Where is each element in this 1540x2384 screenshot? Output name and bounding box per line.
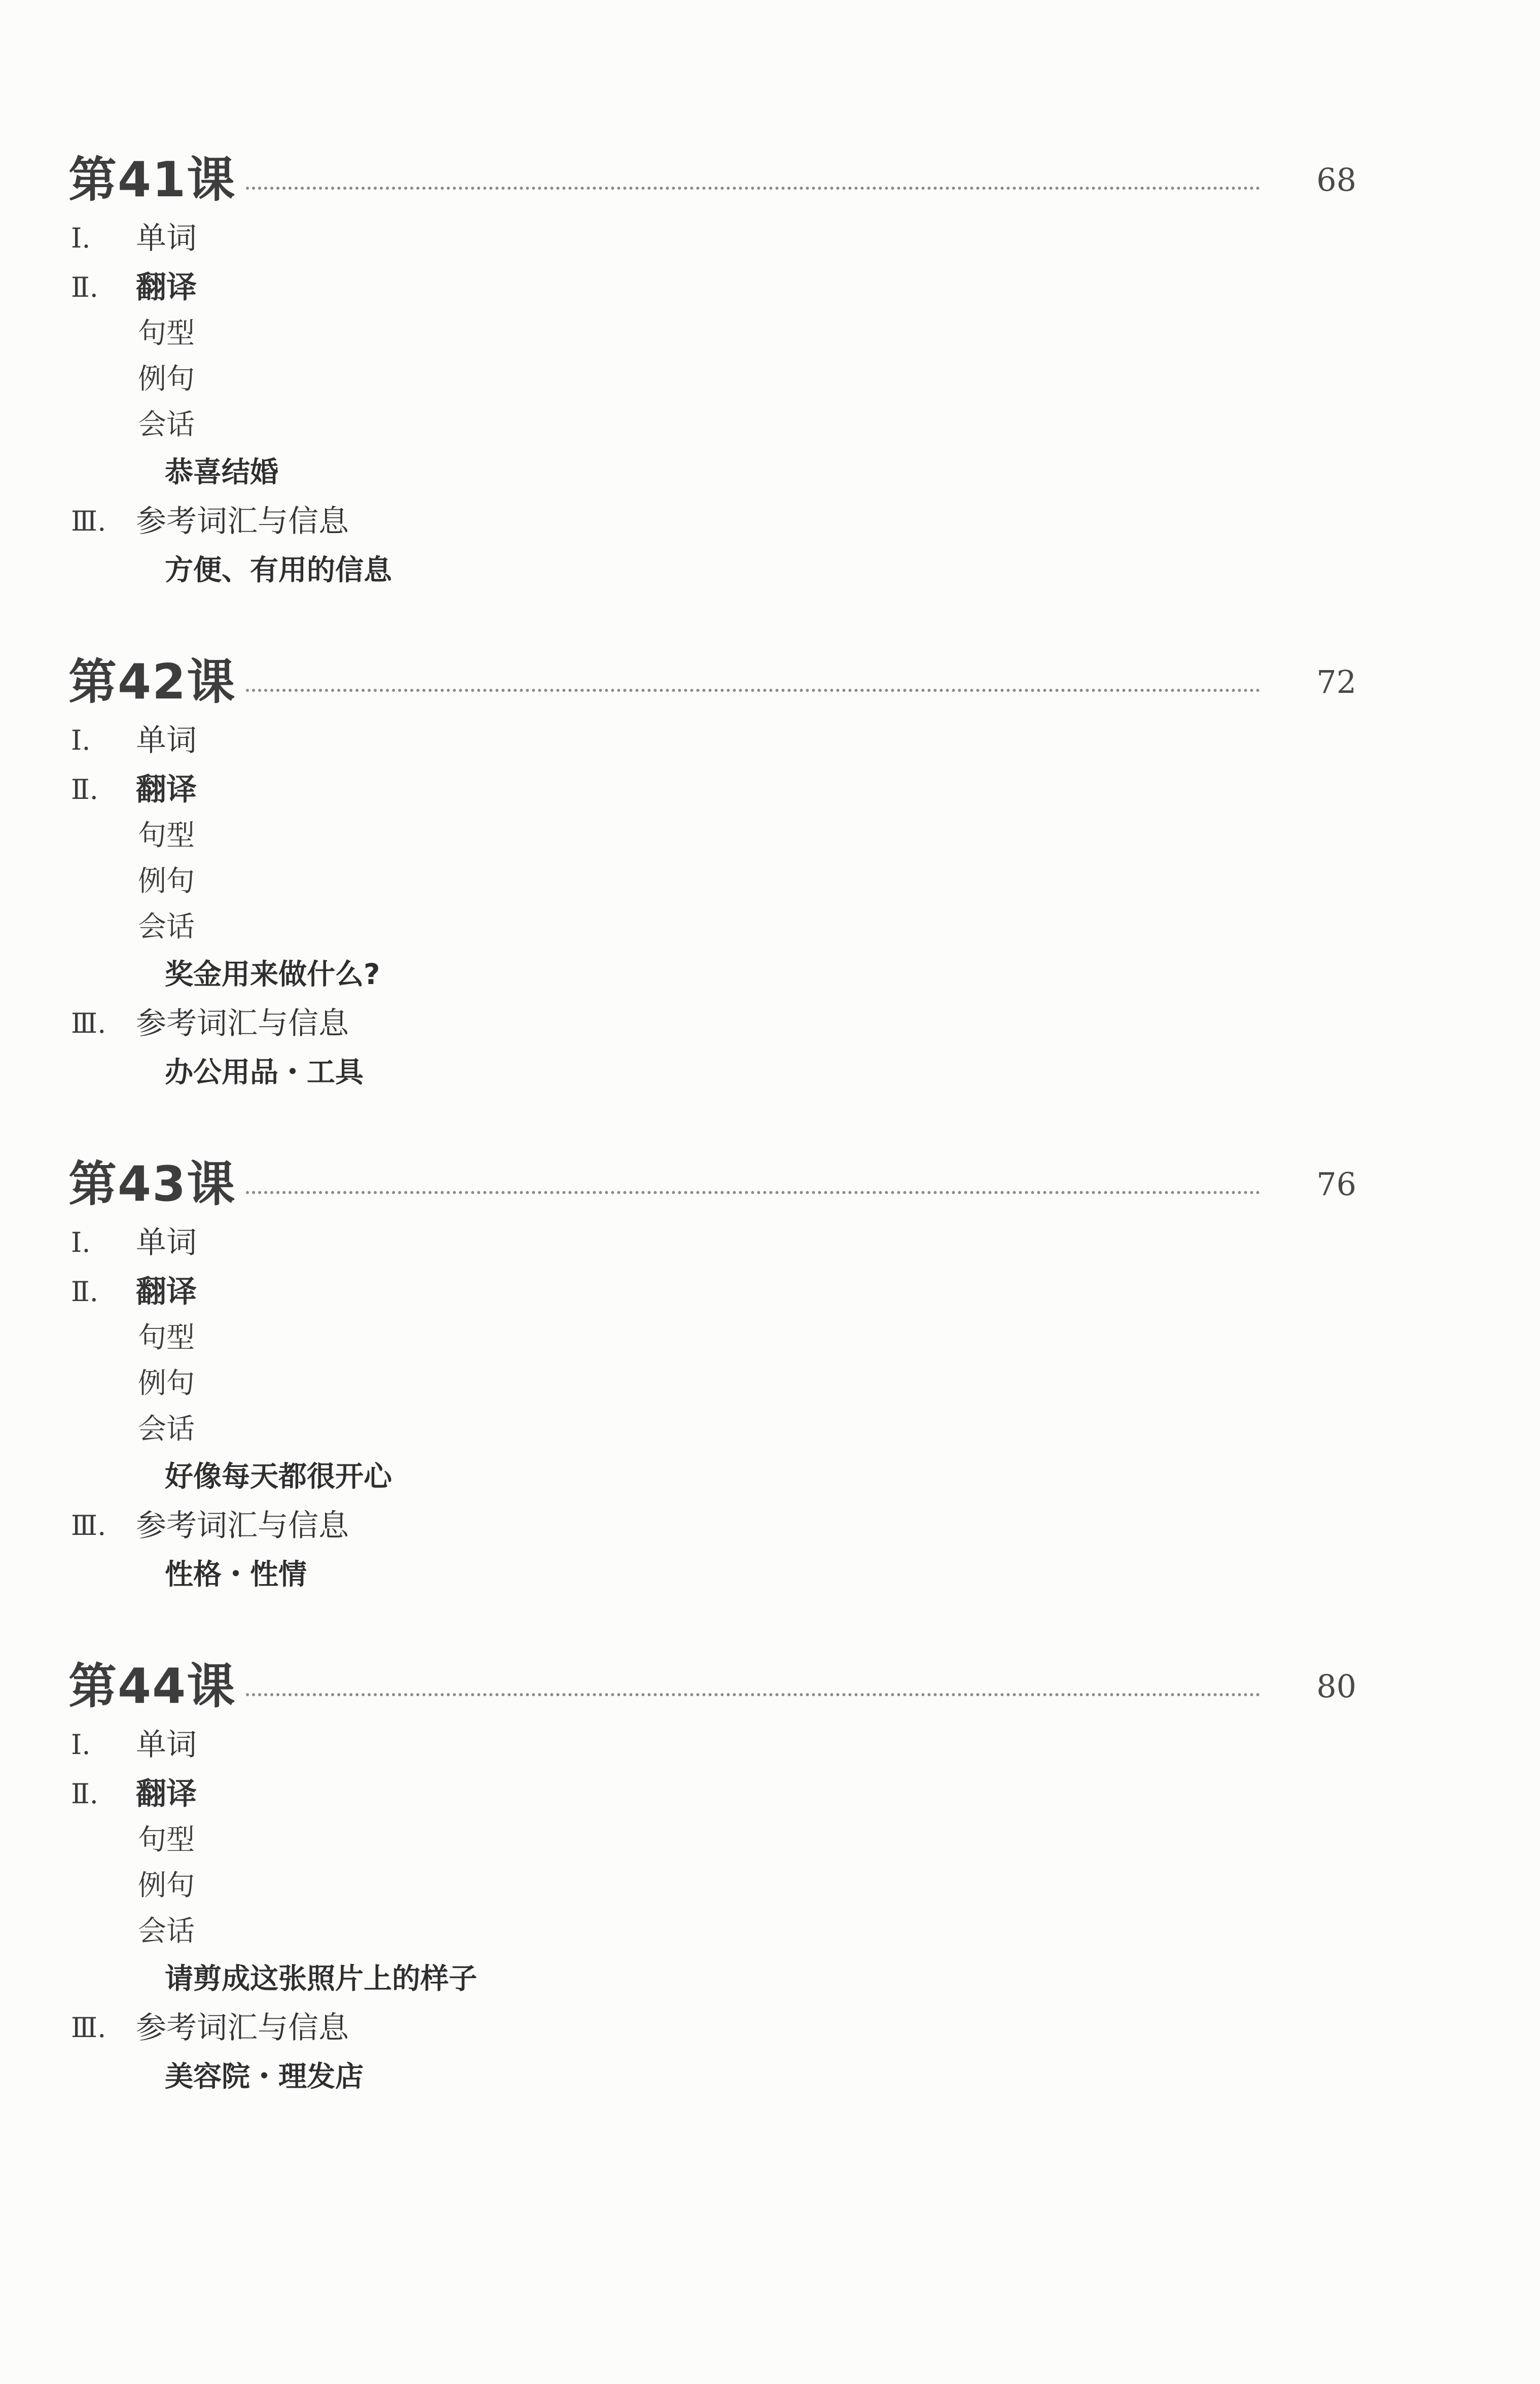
section-numeral: Ⅰ. [71, 222, 91, 254]
subsection-label: 会话 [138, 910, 195, 943]
section-label: 单词 [136, 1727, 197, 1763]
subsection-label: 会话 [138, 408, 195, 441]
section-numeral: Ⅰ. [71, 1729, 91, 1761]
section-numeral: Ⅲ. [71, 1007, 106, 1039]
section-label: 参考词汇与信息 [136, 2010, 349, 2046]
section-label: 参考词汇与信息 [136, 1508, 349, 1544]
section-label: 单词 [136, 1225, 197, 1260]
page-number: 68 [1316, 161, 1356, 198]
subsection-label: 例句 [138, 865, 195, 898]
lesson-header[interactable] [68, 147, 1356, 213]
subsection-label: 例句 [138, 1367, 195, 1400]
dot-leader [246, 1693, 1260, 1696]
section-numeral: Ⅰ. [71, 724, 91, 756]
toc-lesson-42 [0, 649, 1540, 1106]
toc-lesson-43 [0, 1151, 1540, 1608]
dialogue-title: 奖金用来做什么? [165, 958, 380, 991]
section-numeral: Ⅲ. [71, 2012, 106, 2044]
dialogue-title: 恭喜结婚 [165, 456, 278, 489]
dot-leader [246, 689, 1260, 692]
lesson-header[interactable] [68, 649, 1356, 715]
toc-lesson-44 [0, 1654, 1540, 2110]
section-label: 翻译 [136, 772, 197, 808]
subsection-label: 例句 [138, 363, 195, 396]
lesson-header[interactable] [68, 1654, 1356, 1720]
lesson-title: 第42课 [68, 654, 236, 710]
dialogue-title: 请剪成这张照片上的样子 [165, 1962, 477, 1995]
section-label: 翻译 [136, 270, 197, 305]
section-label: 翻译 [136, 1274, 197, 1310]
subsection-label: 句型 [138, 819, 195, 852]
topic-title: 性格・性情 [165, 1558, 307, 1591]
dot-leader [246, 187, 1260, 190]
toc-lesson-41 [0, 147, 1540, 604]
section-numeral: Ⅰ. [71, 1226, 91, 1258]
section-label: 单词 [136, 221, 197, 256]
lesson-title: 第41课 [68, 152, 236, 208]
subsection-label: 句型 [138, 317, 195, 350]
dot-leader [246, 1191, 1260, 1194]
subsection-label: 会话 [138, 1915, 195, 1948]
section-label: 参考词汇与信息 [136, 504, 349, 539]
section-label: 翻译 [136, 1776, 197, 1812]
section-numeral: Ⅱ. [71, 1276, 98, 1308]
lesson-header[interactable] [68, 1151, 1356, 1217]
subsection-label: 会话 [138, 1413, 195, 1446]
subsection-label: 例句 [138, 1869, 195, 1902]
section-numeral: Ⅲ. [71, 1510, 106, 1541]
section-label: 单词 [136, 723, 197, 758]
topic-title: 办公用品・工具 [165, 1056, 364, 1089]
section-numeral: Ⅲ. [71, 505, 106, 537]
dialogue-title: 好像每天都很开心 [165, 1460, 392, 1493]
section-label: 参考词汇与信息 [136, 1006, 349, 1041]
topic-title: 方便、有用的信息 [165, 554, 392, 587]
page-number: 76 [1316, 1166, 1356, 1203]
subsection-label: 句型 [138, 1321, 195, 1354]
lesson-title: 第43课 [68, 1156, 236, 1212]
section-numeral: Ⅱ. [71, 774, 98, 805]
page-number: 80 [1316, 1668, 1356, 1705]
section-numeral: Ⅱ. [71, 1778, 98, 1810]
page-number: 72 [1316, 663, 1356, 700]
subsection-label: 句型 [138, 1824, 195, 1856]
lesson-title: 第44课 [68, 1659, 236, 1714]
topic-title: 美容院・理发店 [165, 2060, 364, 2093]
section-numeral: Ⅱ. [71, 271, 98, 303]
